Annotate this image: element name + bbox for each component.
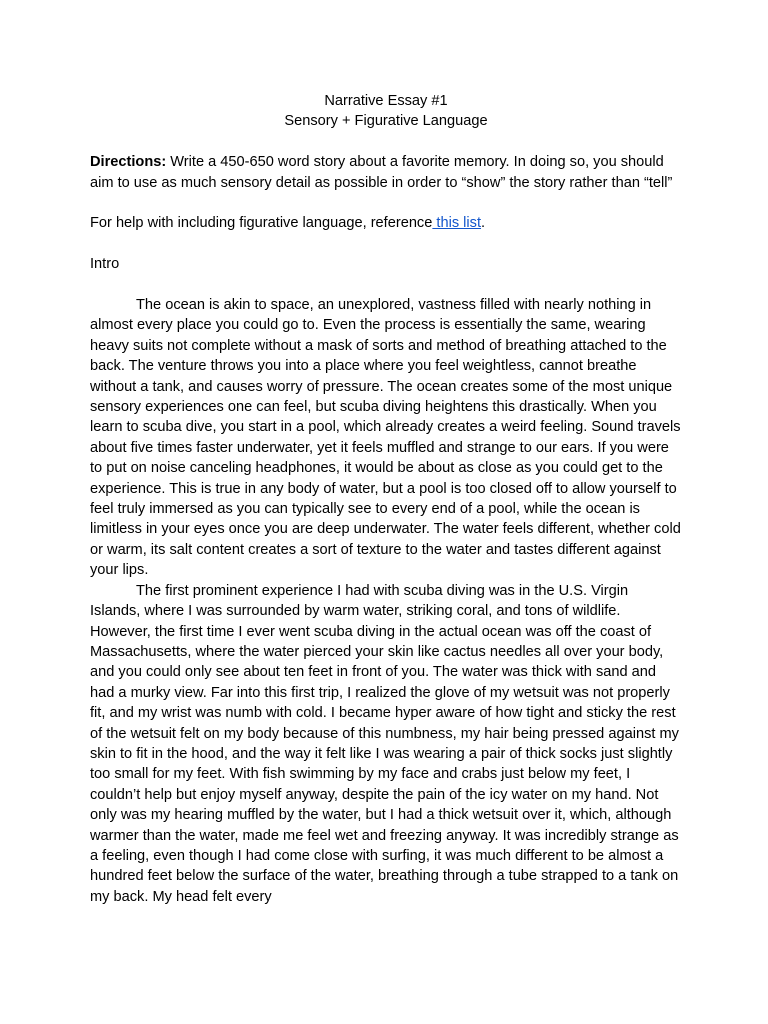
title-block	[90, 91, 682, 132]
directions-text: Write a 450-650 word story about a favorite memory. In doing so, you should aim to use as much sensory detail as possible in order to “show” the story rather than “tell”	[90, 154, 673, 191]
this-list-link[interactable]: this list	[432, 215, 482, 232]
section-heading-intro: Intro	[90, 256, 120, 273]
directions-paragraph	[90, 152, 682, 193]
document-subtitle: Sensory + Figurative Language	[284, 113, 488, 130]
spacer	[90, 193, 682, 213]
help-paragraph	[90, 213, 682, 233]
document-page	[90, 91, 682, 907]
help-text: For help with including figurative language, reference	[90, 215, 433, 232]
spacer	[90, 234, 682, 254]
spacer	[90, 132, 682, 152]
help-end: .	[481, 215, 486, 232]
body-paragraph-1: The ocean is akin to space, an unexplored, vastness filled with nearly nothing in almost every place you could go to. Even the process is essentially the same, wearing heavy suits not complete without a mask of sorts and method of breathing attached to the back. The venture throws you into a place where you feel weightless, cannot breathe without a tank, and causes worry of pressure. The ocean creates some of the most unique sensory experiences one can feel, but scuba diving heightens this drastically. When you learn to scuba dive, you start in a pool, which already creates a weird feeling. Sound travels about five times faster underwater, yet it feels muffled and strange to our ears. If you were to put on noise canceling headphones, it would be about as close as you could get to the experience. This is true in any body of water, but a pool is too closed off to allow yourself to feel truly immersed as you can typically see to every end of a pool, while the ocean is limitless in your eyes once you are deep underwater. The water feels different, whether cold or warm, its salt content creates a sort of texture to the water and tastes different against your lips.	[90, 297, 681, 579]
directions-label: Directions:	[90, 154, 167, 171]
document-title: Narrative Essay #1	[324, 93, 448, 109]
spacer	[90, 275, 682, 295]
body-paragraph-2: The first prominent experience I had with scuba diving was in the U.S. Virgin Islands, where I was surrounded by warm water, striking coral, and tons of wildlife. However, the first time I ever went scuba diving in the actual ocean was off the coast of Massachusetts, where the water pierced your skin like cactus needles all over your body, and you could only see about ten feet in front of you. The water was thick with sand and had a murky view. Far into this first trip, I realized the glove of my wetsuit was not properly fit, and my wrist was numb with cold. I became hyper aware of how tight and sticky the rest of the wetsuit felt on my body because of this numbness, my hair being pressed against my skin to fit in the hood, and the way it felt like I was wearing a pair of thick socks just slightly too small for my feet. With fish swimming by my face and crabs just below my feet, I couldn’t help but enjoy myself anyway, despite the pain of the icy water on my hand. Not only was my hearing muffled by the water, but I had a thick wetsuit over it, which, although warmer than the water, made me feel wet and freezing anyway. It was incredibly strange as a feeling, even though I had come close with surfing, it was much different to be almost a hundred feet below the surface of the water, breathing through a tube strapped to a tank on my back. My head felt every	[90, 582, 679, 905]
